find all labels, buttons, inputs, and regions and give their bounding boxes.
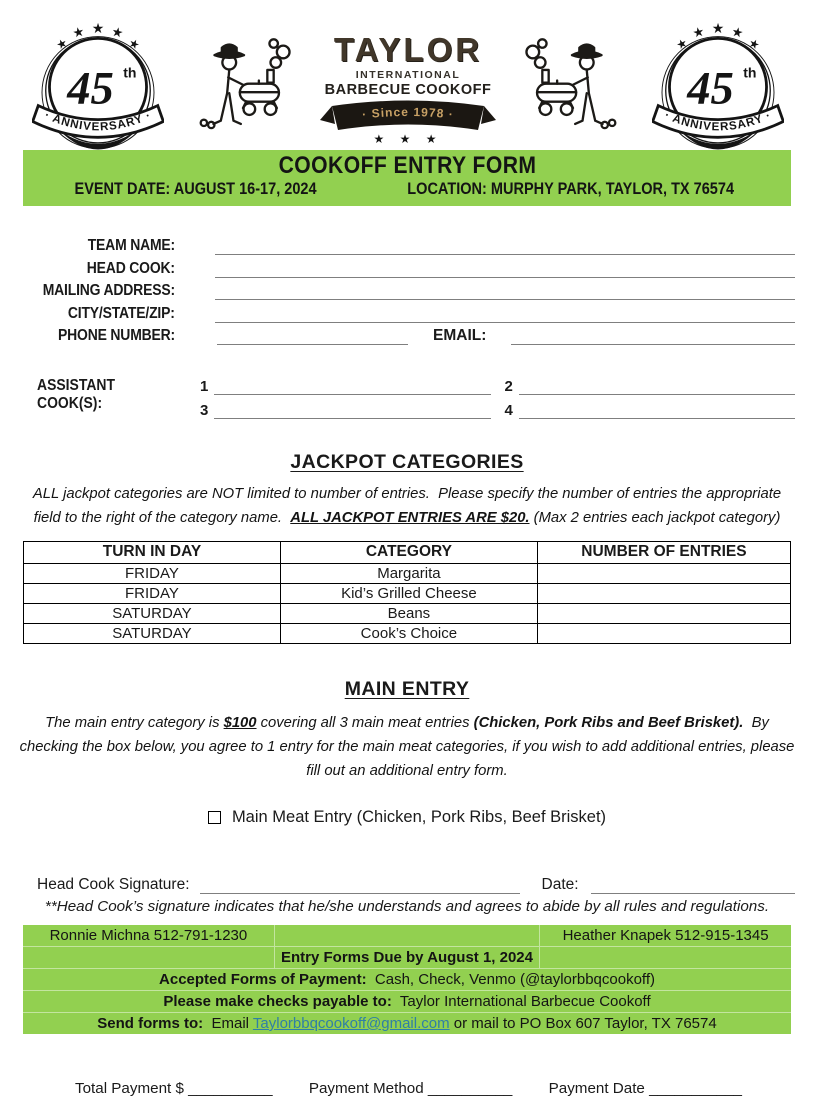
- send-forms-label: Send forms to:: [97, 1014, 204, 1032]
- badge-number: 45: [67, 62, 114, 115]
- table-row: [24, 603, 791, 623]
- jackpot-note: [18, 483, 796, 531]
- main-meat-entry-checkbox[interactable]: [208, 811, 221, 824]
- header: [0, 0, 814, 150]
- since-1978-label: · Since 1978 ·: [361, 104, 455, 122]
- logo-title: TAYLOR: [333, 30, 483, 68]
- badge-number: 45: [687, 62, 734, 115]
- assistant-4-input-line[interactable]: [519, 399, 796, 419]
- accepted-payment-value: Cash, Check, Venmo (@taylorbbqcookoff): [366, 970, 655, 988]
- badge-ribbon-label: · ANNIVERSARY ·: [42, 108, 154, 134]
- team-name-label: TEAM NAME:: [87, 237, 175, 254]
- payment-method-field[interactable]: Payment Method __________: [308, 1079, 513, 1097]
- turn-in-day-cell: FRIDAY: [24, 563, 281, 583]
- send-forms-row: [23, 1013, 791, 1034]
- assistant-cook-3: [200, 399, 491, 419]
- assistant-cooks: [37, 375, 795, 419]
- col-header-number-of-entries: NUMBER OF ENTRIES: [537, 541, 790, 563]
- footer-info-block: [23, 925, 791, 1034]
- anniversary-badge-left-icon: [32, 16, 164, 156]
- team-name-row: [0, 234, 795, 255]
- send-forms-post: or mail to PO Box 607 Taylor, TX 76574: [449, 1014, 717, 1032]
- footer-due-row: [23, 947, 791, 969]
- main-entry-note-p3: By checking the box below, you agree to 1 entry for the main meat categories, if you wish to add additional entries, please fill out an additional entry form.: [19, 714, 799, 779]
- email-label: EMAIL:: [433, 327, 487, 344]
- assistant-1-input-line[interactable]: [214, 375, 491, 395]
- main-entry-section-heading: [0, 678, 814, 701]
- svg-text:★: ★: [54, 35, 70, 53]
- payment-summary-row: [75, 1080, 742, 1097]
- assistant-2-number: 2: [504, 378, 513, 395]
- category-cell: Beans: [280, 603, 537, 623]
- assistant-cook-4: [505, 399, 796, 419]
- svg-text:★: ★: [711, 19, 725, 36]
- signature-row: [37, 873, 795, 894]
- assistant-1-number: 1: [200, 378, 209, 395]
- jackpot-note-post: (Max 2 entries each jackpot category): [529, 509, 781, 526]
- cowboy-smoker-left-icon: [184, 34, 302, 144]
- table-row: [24, 583, 791, 603]
- phone-email-row: [0, 324, 795, 345]
- main-entry-heading-text: MAIN ENTRY: [344, 677, 470, 700]
- checks-payable-row: [23, 991, 791, 1013]
- assistant-3-number: 3: [200, 402, 209, 419]
- logo-subtitle-barbecue-cookoff: BARBECUE COOKOFF: [324, 81, 492, 98]
- svg-text:★: ★: [691, 23, 706, 41]
- main-meat-entry-row: [0, 808, 814, 827]
- contact-ronnie: Ronnie Michna 512-791-1230: [23, 925, 275, 947]
- checks-payable-value: Taylor International Barbecue Cookoff: [391, 992, 651, 1010]
- email-input-line[interactable]: [511, 324, 795, 345]
- event-date: EVENT DATE: AUGUST 16-17, 2024: [74, 180, 317, 198]
- mailing-address-row: [0, 279, 795, 300]
- contact-heather: Heather Knapek 512-915-1345: [539, 925, 791, 947]
- table-row: [24, 563, 791, 583]
- footer-spacer-cell: [539, 947, 791, 969]
- logo-stars: ★ ★ ★: [373, 131, 443, 146]
- signature-disclaimer: **Head Cook’s signature indicates that he/she understands and agrees to abide by all rules and regulations.: [44, 897, 770, 915]
- title-banner: [23, 150, 791, 206]
- head-cook-row: [0, 257, 795, 278]
- category-cell: Cook’s Choice: [280, 623, 537, 643]
- payment-date-field[interactable]: Payment Date ___________: [548, 1079, 742, 1097]
- badge-number-suffix: th: [123, 64, 137, 81]
- table-row: [24, 623, 791, 643]
- turn-in-day-cell: SATURDAY: [24, 603, 281, 623]
- turn-in-day-cell: FRIDAY: [24, 583, 281, 603]
- svg-text:★: ★: [71, 23, 86, 41]
- jackpot-heading-text: JACKPOT CATEGORIES: [290, 451, 524, 473]
- assistant-cook-2: [505, 375, 796, 395]
- head-cook-input-line[interactable]: [215, 257, 795, 278]
- accepted-payment-row: [23, 969, 791, 991]
- main-meat-entry-label: Main Meat Entry (Chicken, Pork Ribs, Beef Brisket): [231, 807, 607, 826]
- mailing-address-label: MAILING ADDRESS:: [42, 282, 175, 299]
- phone-number-input-line[interactable]: [217, 324, 408, 345]
- assistant-4-number: 4: [504, 402, 513, 419]
- badge-ribbon-label: · ANNIVERSARY ·: [662, 108, 774, 134]
- main-entry-note-p1: The main entry category is: [45, 714, 224, 731]
- head-cook-signature-label: Head Cook Signature:: [37, 875, 190, 893]
- city-state-zip-label: CITY/STATE/ZIP:: [68, 304, 175, 322]
- city-state-zip-row: [0, 302, 795, 323]
- email-link[interactable]: Taylorbbqcookoff@gmail.com: [252, 1014, 450, 1032]
- col-header-category: CATEGORY: [280, 541, 537, 563]
- event-logo: [184, 30, 632, 146]
- signature-input-line[interactable]: [200, 873, 520, 894]
- turn-in-day-cell: SATURDAY: [24, 623, 281, 643]
- entries-input-cell[interactable]: [537, 583, 790, 603]
- category-cell: Margarita: [280, 563, 537, 583]
- svg-text:★: ★: [746, 35, 762, 53]
- assistant-cook-1: [200, 375, 491, 395]
- date-input-line[interactable]: [591, 873, 795, 894]
- event-logo-text: [304, 30, 512, 146]
- svg-text:★: ★: [110, 23, 125, 41]
- team-name-input-line[interactable]: [215, 234, 795, 255]
- svg-text:★: ★: [126, 35, 142, 53]
- jackpot-table-header-row: [24, 541, 791, 563]
- total-payment-field[interactable]: Total Payment $ __________: [75, 1079, 273, 1097]
- main-entry-price: $100: [223, 714, 257, 731]
- form-title: COOKOFF ENTRY FORM: [278, 152, 536, 179]
- assistant-2-input-line[interactable]: [519, 375, 796, 395]
- jackpot-note-pre: ALL jackpot categories are NOT limited to number of entries. Please specify the number of entries the appropriate field to the right of the category name.: [32, 486, 786, 526]
- svg-text:★: ★: [730, 23, 745, 41]
- entries-input-cell[interactable]: [537, 563, 790, 583]
- head-cook-label: HEAD COOK:: [86, 259, 175, 277]
- footer-spacer-cell: [275, 925, 539, 947]
- entries-input-cell[interactable]: [537, 623, 790, 643]
- badge-number-suffix: th: [743, 64, 757, 81]
- main-entry-note: [18, 712, 799, 784]
- date-label: Date:: [541, 875, 579, 893]
- assistant-cooks-label: ASSISTANT COOK(S):: [37, 377, 116, 412]
- entries-input-cell[interactable]: [537, 603, 790, 623]
- entry-forms-due: Entry Forms Due by August 1, 2024: [275, 947, 539, 969]
- checks-payable-label: Please make checks payable to:: [163, 992, 392, 1010]
- footer-spacer-cell: [23, 947, 275, 969]
- city-state-zip-input-line[interactable]: [215, 302, 795, 323]
- cowboy-smoker-right-icon: [514, 34, 632, 144]
- jackpot-note-fee: ALL JACKPOT ENTRIES ARE $20.: [290, 509, 530, 526]
- assistant-3-input-line[interactable]: [214, 399, 491, 419]
- event-location: LOCATION: MURPHY PARK, TAYLOR, TX 76574: [407, 180, 734, 198]
- col-header-turn-in-day: TURN IN DAY: [24, 541, 281, 563]
- phone-number-label: PHONE NUMBER:: [57, 327, 175, 344]
- jackpot-section-heading: [0, 451, 814, 474]
- svg-text:★: ★: [674, 35, 690, 53]
- footer-contacts-row: [23, 925, 791, 947]
- category-cell: Kid’s Grilled Cheese: [280, 583, 537, 603]
- send-forms-pre: Email: [203, 1014, 253, 1032]
- logo-subtitle-international: INTERNATIONAL: [355, 68, 461, 81]
- main-entry-meats: (Chicken, Pork Ribs and Beef Brisket).: [473, 714, 744, 731]
- contact-fields: [0, 234, 795, 345]
- jackpot-table: [23, 541, 791, 644]
- mailing-address-input-line[interactable]: [215, 279, 795, 300]
- anniversary-badge-right-icon: [652, 16, 784, 156]
- svg-text:★: ★: [91, 19, 105, 36]
- accepted-payment-label: Accepted Forms of Payment:: [159, 970, 367, 988]
- main-entry-note-p2: covering all 3 main meat entries: [256, 714, 474, 731]
